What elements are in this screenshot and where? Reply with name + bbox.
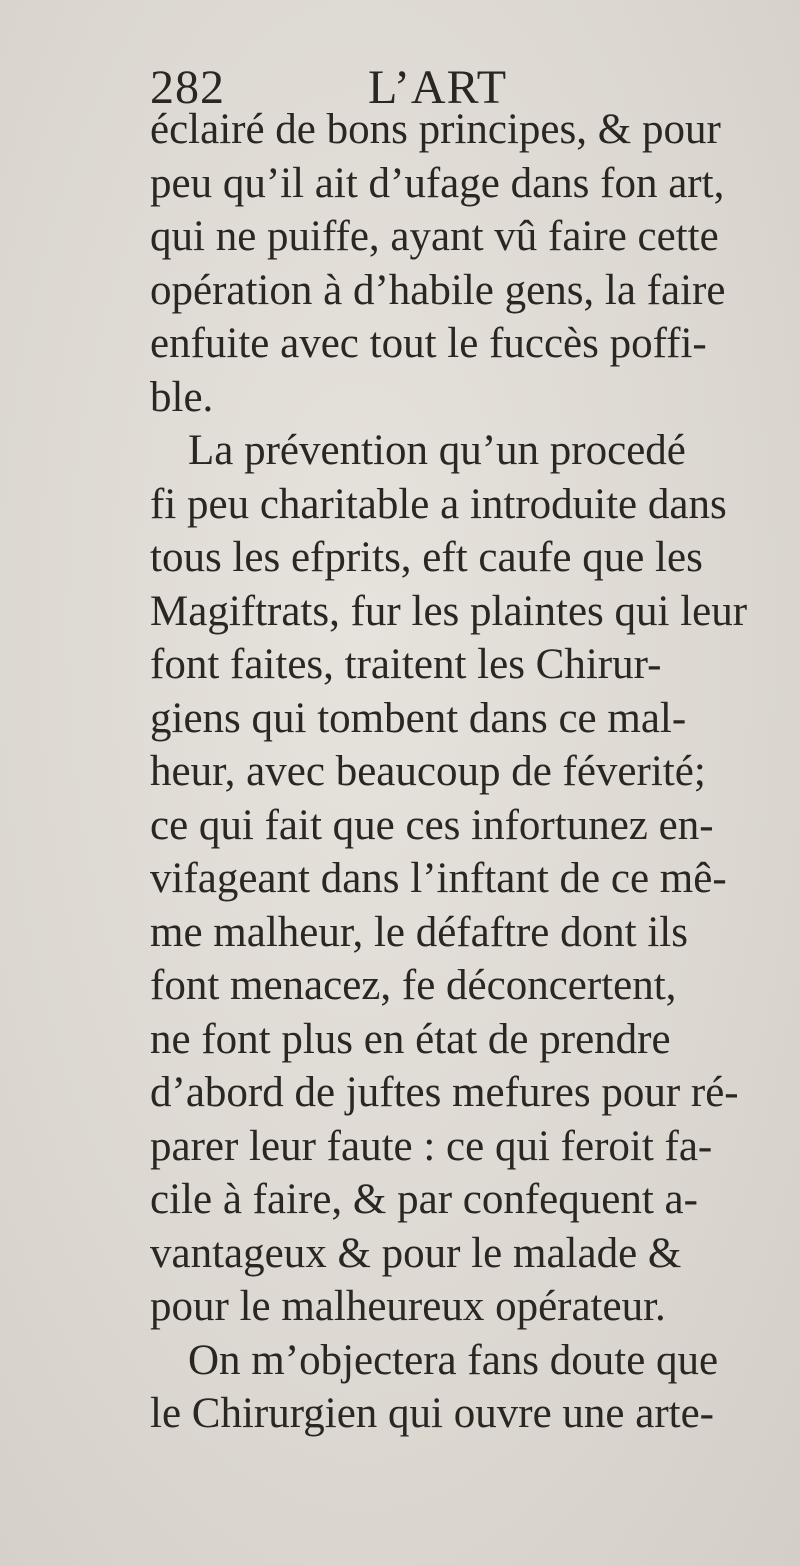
text-line: tous les efprits, eft caufe que les	[150, 534, 703, 581]
text-line: vifageant dans l’inftant de ce mê-	[150, 855, 727, 902]
text-line: ne font plus en état de prendre	[150, 1015, 671, 1063]
text-line: ce qui fait que ces infortunez en-	[150, 801, 714, 849]
text-line: opération à d’habile gens, la faire	[150, 266, 726, 314]
text-line: me malheur, le défaftre dont ils	[150, 908, 688, 956]
text-line: font faites, traitent les Chirur-	[150, 641, 662, 688]
text-line: font menacez, fe déconcertent,	[150, 962, 677, 1009]
text-line: pour le malheureux opérateur.	[150, 1283, 666, 1330]
text-line: d’abord de juftes mefures pour ré-	[150, 1069, 739, 1116]
text-line: giens qui tombent dans ce mal-	[150, 694, 687, 742]
text-line: cile à faire, & par confequent a-	[150, 1176, 698, 1223]
text-line: peu qu’il ait d’ufage dans fon art,	[150, 159, 725, 207]
text-line: parer leur faute : ce qui feroit fa-	[150, 1122, 713, 1170]
paragraph-start-line: La prévention qu’un procedé	[188, 427, 686, 474]
running-title: L’ART	[368, 61, 508, 114]
body-text	[150, 103, 790, 1441]
text-line: Magiftrats, fur les plaintes qui leur	[150, 587, 748, 635]
text-line: ble.	[150, 373, 214, 421]
text-line: heur, avec beaucoup de féverité;	[150, 748, 706, 795]
paragraph-start-line: On m’objectera fans doute que	[188, 1336, 719, 1384]
page-number: 282	[150, 61, 225, 114]
text-line: fi peu charitable a introduite dans	[150, 480, 727, 528]
text-line: le Chirurgien qui ouvre une arte-	[150, 1390, 714, 1437]
text-line: qui ne puiffe, ayant vû faire cette	[150, 213, 719, 260]
text-line: éclairé de bons principes, & pour	[150, 106, 721, 153]
text-line: vantageux & pour le malade &	[150, 1229, 682, 1277]
text-line: enfuite avec tout le fuccès poffi-	[150, 320, 707, 367]
